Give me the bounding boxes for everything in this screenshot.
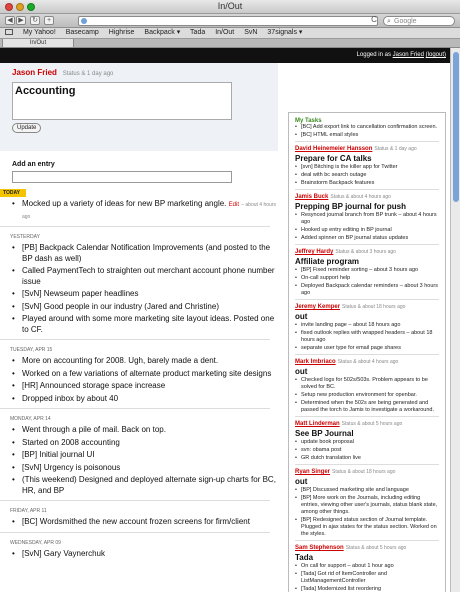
journal-entry: [12, 199, 278, 222]
person-item: • [Tada] Got rid of ItemController and ListManagementController: [295, 571, 439, 585]
site-favicon-icon: [81, 18, 87, 24]
window-titlebar: [0, 0, 460, 14]
bookmarks-bar: [0, 28, 460, 39]
journal-entry: [12, 289, 278, 300]
journal-entry: [12, 381, 278, 392]
browser-toolbar: [0, 14, 460, 28]
person-items: [295, 322, 439, 352]
my-tasks-title[interactable]: My Tasks: [295, 118, 322, 124]
top-strip: [0, 48, 450, 63]
day-divider: [0, 226, 270, 227]
day-label: FRIDAY, APR 11: [10, 508, 47, 514]
person-status-meta: Status & 1 day ago: [374, 146, 417, 152]
entry-text: Played around with some more marketing site layout ideas. Posted one to CF.: [22, 314, 275, 334]
bookmark-item[interactable]: Backpack ▾: [144, 29, 181, 36]
person-name-link[interactable]: Jeffrey Hardy: [295, 249, 334, 255]
task-item: • [BC] HTML email styles: [295, 132, 439, 139]
forward-arrow-icon[interactable]: ▶: [16, 16, 26, 25]
person-name-link[interactable]: Jeremy Kemper: [295, 304, 341, 310]
entry-text: Dropped inbox by about 40: [22, 393, 119, 403]
person-status-meta: Status & about 3 hours ago: [335, 249, 396, 255]
person-item: • [BP] Discussed marketing site and language: [295, 487, 439, 494]
task-item: • [BC] Add export link to cancellation confirmation screen.: [295, 124, 439, 131]
add-entry-section: [0, 151, 278, 183]
day-divider: [0, 408, 270, 409]
person-item: • Added spinner on BP journal status updates: [295, 235, 439, 242]
person-block: [295, 300, 439, 355]
entry-list: [0, 356, 278, 404]
url-reload-icon[interactable]: C: [371, 15, 377, 24]
bookmark-item[interactable]: SvN: [244, 29, 258, 36]
person-items: [295, 439, 439, 462]
entry-edit-link[interactable]: Edit: [228, 202, 239, 208]
entry-text: [BP] Initial journal UI: [22, 450, 95, 459]
day-label: MONDAY, APR 14: [10, 416, 51, 422]
magnifier-icon: ⌕: [387, 18, 391, 25]
bookmark-item[interactable]: Highrise: [108, 29, 135, 36]
my-tasks-list: [295, 124, 439, 139]
person-name-link[interactable]: Jamis Buck: [295, 194, 329, 200]
person-item: • svn: obama post: [295, 447, 439, 454]
person-status: out: [295, 367, 308, 376]
person-item: • Determined when the 502s are being generated and passed the torch to Jamis to investigate a workaround.: [295, 400, 439, 414]
person-items: [295, 267, 439, 297]
day-label: TUESDAY, APR 15: [10, 347, 53, 353]
person-item: • invite landing page – about 18 hours ago: [295, 322, 439, 329]
person-item: • GR dutch translation live: [295, 455, 439, 462]
person-block: [295, 541, 439, 592]
person-item: • [Tada] Modernized list reordering: [295, 586, 439, 592]
entry-text: [SvN] Good people in our industry (Jared and Christine): [22, 301, 219, 311]
entry-list: [0, 425, 278, 496]
person-name-link[interactable]: Matt Linderman: [295, 421, 340, 427]
entry-text: [BC] Wordsmithed the new account frozen screens for firm/client: [22, 517, 250, 526]
person-block: [295, 142, 439, 190]
page-content: [0, 48, 450, 592]
entry-text: [SvN] Gary Vaynerchuk: [22, 548, 105, 558]
person-item: • Brainstorm Backpack features: [295, 180, 439, 187]
day-divider: [0, 500, 270, 501]
user-link[interactable]: Jason Fried: [392, 52, 424, 58]
search-input[interactable]: [383, 16, 455, 26]
journal-entry: [12, 243, 278, 264]
person-item: • separate user type for email page shares: [295, 345, 439, 352]
bookmarks-book-icon[interactable]: [5, 29, 13, 35]
person-item: • [svn] Bitching is the killer app for Twitter: [295, 164, 439, 171]
person-status: Tada: [295, 553, 314, 562]
person-items: [295, 164, 439, 187]
journal-entry: [12, 266, 278, 287]
bookmark-item[interactable]: My Yahoo!: [22, 29, 56, 36]
scrollbar-thumb[interactable]: [453, 52, 459, 202]
entry-text: (This weekend) Designed and deployed alternate sign-up charts for BC, HR, and BP: [22, 475, 276, 495]
person-name-link[interactable]: Sam Stephenson: [295, 545, 344, 551]
person-status-meta: Status & about 4 hours ago: [330, 194, 391, 200]
journal-entry: [12, 302, 278, 313]
person-status: out: [295, 312, 308, 321]
add-entry-title: Add an entry: [12, 161, 55, 168]
team-sidebar: [288, 112, 446, 592]
update-button[interactable]: Update: [12, 123, 41, 133]
entry-text: Started on 2008 accounting: [22, 437, 120, 447]
logout-link[interactable]: (logout): [425, 52, 446, 58]
day-label: YESTERDAY: [10, 234, 40, 240]
person-item: • Checked logs for 502s/503s. Problem appears to be solved for BC.: [295, 377, 439, 391]
person-items: [295, 377, 439, 414]
journal-entry: [12, 356, 278, 367]
person-item: • fixed outlook replies with wrapped headers – about 18 hours ago: [295, 330, 439, 344]
entry-text: More on accounting for 2008. Ugh, barely made a dent.: [22, 356, 219, 365]
entry-list: [0, 517, 278, 528]
bookmark-item[interactable]: Basecamp: [65, 29, 99, 36]
person-item: • Hooked up entry editing in BP journal: [295, 227, 439, 234]
person-items: [295, 487, 439, 538]
entry-text: [PB] Backpack Calendar Notification Improvements (and posted to the BP dash as well): [22, 243, 271, 263]
journal-entry: [12, 475, 278, 496]
person-block: [295, 190, 439, 245]
day-divider: [0, 339, 270, 340]
person-block: [295, 417, 439, 465]
day-label: TODAY: [0, 189, 26, 197]
person-item: • Setup new production environment for openbar.: [295, 392, 439, 399]
entry-list: [0, 549, 278, 560]
person-status-meta: Status & about 4 hours ago: [337, 359, 399, 365]
person-items: [295, 563, 439, 592]
person-status: Prepping BP journal for push: [295, 202, 406, 211]
person-item: • Deployed Backpack calendar reminders – about 3 hours ago: [295, 283, 439, 297]
person-item: • On-call support help: [295, 275, 439, 282]
journal-entry: [12, 463, 278, 474]
person-block: [295, 245, 439, 300]
vertical-scrollbar[interactable]: [450, 48, 460, 592]
entry-text: [HR] Announced storage space increase: [22, 381, 166, 390]
person-name-link[interactable]: Ryan Singer: [295, 469, 331, 475]
person-item: • [BP] More work on the Journals, including editing entries, viewing other user's journals, status blank state, among other things.: [295, 495, 439, 516]
person-item: • On call for support – about 1 hour ago: [295, 563, 439, 570]
person-item: • [BP] Fixed reminder sorting – about 3 hours ago: [295, 267, 439, 274]
person-status-meta: Status & about 5 hours ago: [345, 545, 407, 551]
person-name-link[interactable]: Mark Imbriaco: [295, 359, 336, 365]
status-textarea[interactable]: [12, 82, 232, 120]
bookmark-item[interactable]: In/Out: [215, 29, 235, 36]
journal-days: [0, 189, 278, 559]
person-block: [295, 465, 439, 541]
entry-list: [0, 243, 278, 335]
journal-entry: [12, 425, 278, 436]
back-arrow-icon[interactable]: ◀: [5, 16, 15, 25]
entry-text: [SvN] Newseum paper headlines: [22, 289, 139, 298]
person-item: • Resynced journal branch from BP trunk – about 4 hours ago: [295, 212, 439, 226]
entry-text: Called PaymentTech to straighten out merchant account phone number issue: [22, 266, 275, 286]
tab-bar: [0, 39, 460, 48]
people-list: [295, 142, 439, 592]
journal-entry: [12, 394, 278, 405]
add-entry-input[interactable]: [12, 171, 232, 183]
entry-text: Worked on a few variations of alternate product marketing site designs: [22, 368, 272, 378]
tab-inout[interactable]: In/Out: [2, 39, 74, 48]
entry-text: [SvN] Urgency is poisonous: [22, 462, 121, 472]
journal-entry: [12, 450, 278, 461]
journal-entry: [12, 314, 278, 335]
address-bar[interactable]: [78, 16, 378, 26]
add-bookmark-icon[interactable]: +: [44, 16, 54, 25]
person-block: [295, 355, 439, 417]
main-column: [0, 63, 278, 561]
reload-icon[interactable]: ↻: [30, 16, 40, 25]
person-status-meta: Status & about 18 hours ago: [332, 469, 396, 475]
person-status-meta: Status & about 18 hours ago: [342, 304, 406, 310]
journal-entry: [12, 369, 278, 380]
entry-text: Mocked up a variety of ideas for new BP marketing angle.: [22, 199, 227, 208]
person-status: out: [295, 477, 308, 486]
status-meta: Status & 1 day ago: [62, 71, 114, 77]
day-divider: [0, 532, 270, 533]
person-items: [295, 212, 439, 242]
person-name-link[interactable]: David Heinemeier Hansson: [295, 146, 373, 152]
person-item: • [BP] Redesigned status section of Journal template. Plugged in ajax states for the status section. Worked on the styles.: [295, 517, 439, 538]
search-placeholder: Google: [394, 18, 417, 25]
journal-entry: [12, 438, 278, 449]
person-status: See BP Journal: [295, 429, 354, 438]
bookmark-item[interactable]: Tada: [190, 29, 206, 36]
entry-time: – about 4 hours ago: [22, 202, 276, 220]
status-value: Accounting: [15, 85, 76, 97]
person-status: Affiliate program: [295, 257, 360, 266]
person-status: Prepare for CA talks: [295, 154, 372, 163]
person-status-meta: Status & about 5 hours ago: [341, 421, 403, 427]
entry-text: Went through a pile of mail. Back on top.: [22, 425, 166, 434]
bookmark-item[interactable]: 37signals ▾: [267, 29, 303, 36]
current-user-name[interactable]: Jason Fried: [12, 68, 57, 77]
person-item: • update book proposal: [295, 439, 439, 446]
journal-entry: [12, 549, 278, 560]
person-item: • deal with bc search outage: [295, 172, 439, 179]
journal-entry: [12, 517, 278, 528]
logged-in-text: Logged in as: [356, 52, 391, 58]
status-panel: [0, 63, 278, 151]
entry-list: [0, 199, 278, 222]
day-label: WEDNESDAY, APR 09: [10, 539, 61, 546]
window-title: In/Out: [217, 1, 243, 11]
